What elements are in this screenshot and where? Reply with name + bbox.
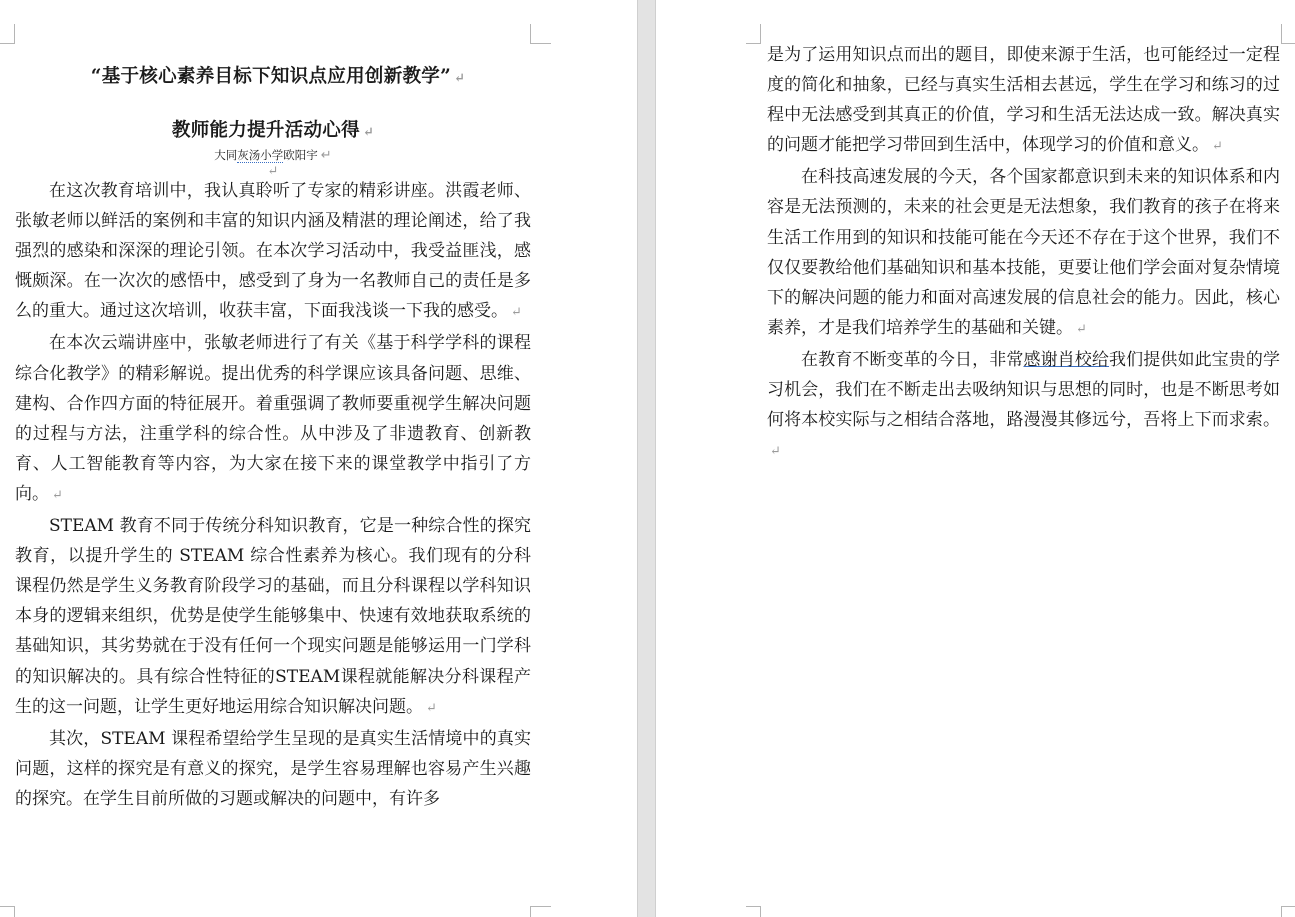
margin-corner-mark — [0, 24, 15, 44]
paragraph-mark: ↵ — [511, 305, 522, 321]
page-left — [0, 0, 637, 917]
paragraph-mark: ↵ — [267, 164, 279, 179]
body-paragraph — [15, 724, 531, 814]
author-prefix: 大同 — [214, 148, 238, 162]
page-right — [656, 0, 1295, 917]
paragraph-mark: ↵ — [362, 125, 375, 140]
paragraph-text: 在教育不断变革的今日，非常 — [801, 349, 1024, 370]
paragraph-text: 在本次云端讲座中，张敏老师进行了有关《基于科学学科的课程综合化教学》的精彩解说。提出优秀的科学课应该具备问题、思维、建构、合作四方面的特征展开。着重强调了教师要重视学生解决问题的过程与方法，注重学科的综合性。从中涉及了非遗教育、创新教育、人工智能教育等内容，为大家在接下来的课堂教学中指引了方向。 — [15, 333, 531, 504]
margin-corner-mark — [1281, 24, 1295, 44]
paragraph-mark: ↵ — [320, 148, 332, 163]
paragraph-mark: ↵ — [454, 71, 466, 86]
left-page-content — [15, 62, 531, 814]
body-paragraph — [15, 328, 531, 511]
margin-corner-mark — [530, 24, 551, 44]
paragraph-mark: ↵ — [426, 700, 437, 716]
author-line — [15, 146, 531, 164]
author-name: 欧阳宇 — [283, 148, 318, 162]
margin-corner-mark — [1281, 906, 1295, 917]
document-title — [15, 62, 531, 92]
paragraph-text: 在科技高速发展的今天，各个国家都意识到未来的知识体系和内容是无法预测的，未来的社会更是无法想象，我们教育的孩子在将来生活工作用到的知识和技能可能在今天还不存在于这个世界，我们不仅仅要教给他们基础知识和基本技能，更要让他们学会面对复杂情境下的解决问题的能力和面对高速发展的信息社会的能力。因此，核心素养，才是我们培养学生的基础和关键。 — [767, 167, 1280, 338]
right-page-content — [767, 40, 1280, 467]
margin-corner-mark — [0, 906, 15, 917]
body-paragraph — [767, 345, 1280, 467]
paragraph-text: 在这次教育培训中，我认真聆听了专家的精彩讲座。洪霞老师、张敏老师以鲜活的案例和丰富的知识内涵及精湛的理论阐述，给了我强烈的感染和深深的理论引领。在本次学习活动中，我受益匪浅，感慨颇深。在一次次的感悟中，感受到了身为一名教师自己的责任是多么的重大。通过这次培训，收获丰富，下面我浅谈一下我的感受。 — [15, 181, 531, 322]
margin-corner-mark — [746, 24, 761, 44]
body-paragraph — [767, 162, 1280, 345]
paragraph-mark: ↵ — [52, 487, 63, 503]
margin-corner-mark — [530, 906, 551, 917]
empty-paragraph — [15, 164, 531, 179]
underlined-text: 感谢肖校给 — [1023, 349, 1110, 370]
margin-corner-mark — [746, 906, 761, 917]
paragraph-text: 其次，STEAM 课程希望给学生呈现的是真实生活情境中的真实问题，这样的探究是有意义的探究，是学生容易理解也容易产生兴趣的探究。在学生目前所做的习题或解决的问题中，有许多 — [15, 728, 531, 809]
subtitle-text: 教师能力提升活动心得 — [171, 120, 360, 141]
paragraph-text: 我们提供如此宝贵的学习机会，我们在不断走出去吸纳知识与思想的同时，也是不断思考如何将本校实际与之相结合落地，路漫漫其修远兮，吾将上下而求索。 — [767, 349, 1281, 431]
paragraph-mark: ↵ — [1212, 139, 1223, 155]
title-text: “基于核心素养目标下知识点应用创新教学” — [90, 66, 452, 87]
paragraph-mark: ↵ — [1076, 321, 1087, 337]
paragraph-text: 是为了运用知识点而出的题目，即使来源于生活，也可能经过一定程度的简化和抽象，已经与真实生活相去甚远，学生在学习和练习的过程中无法感受到其真正的价值，学习和生活无法达成一致。解决真实的问题才能把学习带回到生活中，体现学习的价值和意义。 — [767, 45, 1280, 156]
body-paragraph — [15, 176, 531, 328]
author-school: 灰汤小学 — [237, 148, 284, 162]
document-subtitle — [15, 116, 531, 146]
body-paragraph — [767, 40, 1280, 162]
page-gutter — [637, 0, 656, 917]
paragraph-mark: ↵ — [770, 444, 781, 460]
paragraph-text: STEAM 教育不同于传统分科知识教育，它是一种综合性的探究教育，以提升学生的 STEAM 综合性素养为核心。我们现有的分科课程仍然是学生义务教育阶段学习的基础，而且分科课程以学科知识本身的逻辑来组织，优势是使学生能够集中、快速有效地获取系统的基础知识，其劣势就在于没有任何一个现实问题是能够运用一门学科的知识解决的。具有综合性特征的STEAM课程就能解决分科课程产生的这一问题，让学生更好地运用综合知识解决问题。 — [15, 516, 531, 717]
body-paragraph — [15, 511, 531, 724]
